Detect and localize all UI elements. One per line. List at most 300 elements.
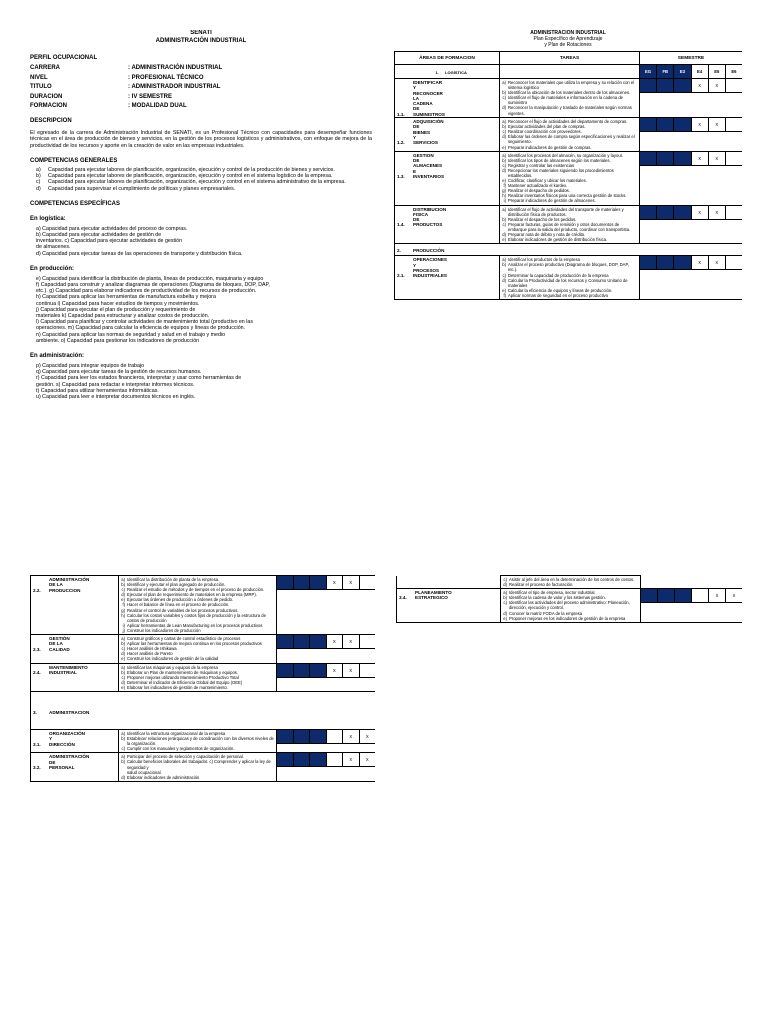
area-number: 2.2. — [33, 587, 41, 593]
task-item — [500, 237, 638, 242]
task-marker: d) — [502, 277, 506, 283]
semester-mark — [277, 730, 294, 743]
task-text: Recepcionar los materiales siguiendo los procedimientos establecidos. — [508, 167, 614, 179]
semester-mark — [726, 206, 742, 219]
task-marker: a) — [121, 754, 125, 760]
semester-mark — [674, 256, 691, 269]
task-marker: e) — [502, 287, 506, 293]
task-marker: e) — [502, 144, 506, 150]
semester-mark — [310, 635, 327, 648]
task-marker: g) — [502, 188, 506, 194]
plan-table — [394, 51, 742, 300]
section-title: LOGÍSTICA — [445, 70, 467, 75]
section-logistics — [395, 65, 500, 79]
task-text: Registrar y controlar las existencias — [508, 162, 575, 168]
area-row — [31, 729, 376, 752]
semester-mark: X — [365, 733, 369, 739]
semester-mark — [674, 206, 691, 219]
semester-mark — [310, 730, 327, 743]
area-row — [395, 256, 743, 300]
task-marker: b) — [502, 262, 506, 268]
plan-table-cont — [30, 575, 375, 782]
task-text: Identificar el tipo de empresa, sector industrial. — [509, 590, 596, 596]
area-title: DISTRIBUCION FISICA DE PRODUCTOS — [413, 206, 447, 228]
semester-mark — [726, 79, 742, 92]
semester-mark — [327, 753, 344, 766]
task-text: Determinar la capacidad de producción de la empresa — [508, 272, 609, 278]
semester-mark — [640, 79, 657, 92]
task-text: Establecer relaciones jerárquicas y de coordinación con los diversos niveles de la organización. — [127, 736, 274, 747]
semester-marks — [640, 79, 743, 118]
task-marker: c) — [502, 162, 506, 168]
task-marker: b) — [121, 582, 125, 588]
task-list — [501, 589, 641, 623]
col-areas: ÁREAS DE FORMACION — [395, 52, 500, 65]
semester-mark — [277, 576, 294, 589]
area-name — [31, 729, 119, 752]
item-marker: a) — [36, 166, 41, 173]
production-rows-cont — [31, 576, 376, 692]
field-value: : PROFESIONAL TÉCNICO — [128, 74, 204, 81]
task-marker: b) — [502, 157, 506, 163]
semester-mark: X — [709, 152, 726, 165]
task-text: Realizar el estudio de métodos y de tiempos en el proceso de producción. — [127, 587, 265, 593]
task-marker: c) — [503, 600, 507, 606]
task-marker: a) — [121, 636, 125, 642]
task-marker: d) — [121, 592, 125, 598]
task-marker: f) — [503, 183, 506, 189]
semester-mark — [657, 256, 674, 269]
planning-rows — [397, 589, 743, 623]
task-item — [119, 746, 275, 751]
task-marker: g) — [121, 607, 125, 613]
task-text: Realizar el proceso de facturación. — [509, 582, 574, 588]
task-item — [119, 656, 275, 661]
task-item — [501, 600, 639, 610]
task-marker: c) — [502, 221, 506, 227]
area-number: 1.1. — [397, 111, 405, 117]
semester-mark — [360, 635, 376, 648]
task-item — [500, 278, 638, 288]
task-list — [119, 576, 277, 635]
item-marker: c) — [36, 179, 41, 186]
task-marker: e) — [121, 684, 125, 690]
semester-mark-row — [641, 589, 742, 603]
area-row — [31, 753, 376, 781]
continuation-page-left — [30, 575, 375, 1024]
semester-mark-row — [277, 730, 375, 744]
semester-mark-row — [640, 118, 742, 132]
item-marker: d) — [36, 185, 41, 192]
semester-mark-row — [640, 79, 742, 93]
task-text: Reconocer la manipulación y traslado de materiales según normas vigentes. — [508, 105, 632, 116]
continuation-page-right — [396, 575, 742, 695]
semester-mark — [640, 152, 657, 165]
right-page — [394, 30, 742, 525]
semester-mark: X — [327, 576, 344, 589]
semester-marks — [277, 663, 376, 691]
task-item — [119, 759, 275, 769]
area-number: 1.4. — [397, 222, 405, 228]
area-title: PLANEAMIENTO ESTRATEGICO — [415, 590, 452, 601]
task-text: Preparar indicadores de gestión de almacenes. — [508, 198, 596, 204]
task-item — [500, 145, 638, 150]
production-text: e) Capacidad para identificar la distribución de planta, líneas de producción, maquinaria y equipo f) Capacidad para construir y analizar diagramas de operaciones (Diagrama de bloques, DOP, DAP, etc.). g) Capacidad para elaborar indicadores de productividad de los recursos de producción. h) Capacidad para aplicar las herramientas de manufactura esbelta y mejora continua i) Capacidad para hacer estudios de tiempos y movimientos. j) Capacidad para ejecutar el plan de producción y requerimiento de materiales k) Capacidad para estructurar y analizar costos de producción. l) Capacidad para planificar y controlar actividades de mantenimiento total (productivo en las operaciones. m) Capacidad para calcular la eficiencia de equipos y líneas de producción. n) Capacidad para aplicar las normas de seguridad y salud en el trabajo y medio ambiente. o) Capacidad para gestionar los indicadores de producción — [36, 275, 270, 344]
area-row — [31, 635, 376, 663]
task-text: Hacer el balance de línea en el proceso de producción. — [127, 602, 230, 608]
task-marker: c) — [502, 129, 506, 135]
task-text: Elaborar las órdenes de compra según especificaciones y realizar el seguimiento. — [508, 134, 635, 145]
task-marker: b) — [121, 641, 125, 647]
task-text: Elaborar un Plan de mantenimiento de máquinas y equipos. — [127, 669, 239, 675]
task-text: Construir los indicadores de gestión de la calidad — [127, 656, 219, 662]
semester-mark: X — [327, 635, 344, 648]
task-text: Identificar el flujo de actividades del transporte de materiales y distribución física de productos. — [508, 206, 624, 217]
semester-mark — [294, 664, 311, 677]
task-marker: h) — [121, 612, 125, 618]
area-number: 3.1. — [33, 741, 41, 747]
semester-marks — [640, 118, 743, 152]
item-text: Capacidad para supervisar el cumplimiento de políticas y planes empresariales. — [48, 185, 236, 192]
left-title: SENATI — [190, 30, 212, 36]
area-number: 3.4. — [399, 595, 407, 601]
semester-mark — [726, 152, 742, 165]
semester-mark-row — [640, 256, 742, 270]
field-value: : ADMINISTRACIÓN INDUSTRIAL — [128, 65, 223, 71]
task-marker: d) — [502, 167, 506, 173]
semester-label: E5 — [709, 65, 726, 78]
semester-mark: X — [343, 664, 360, 677]
task-item — [500, 168, 638, 178]
area-title: GESTIÓN DE LA CALIDAD — [49, 636, 70, 652]
section-production — [395, 244, 743, 256]
task-marker: c) — [121, 587, 125, 593]
semester-mark — [640, 256, 657, 269]
task-marker: e) — [503, 615, 507, 621]
task-list — [500, 205, 640, 244]
area-row — [395, 205, 743, 244]
section-title: ADMINISTRACION — [49, 709, 90, 715]
task-text: Mantener actualizado el kardex. — [508, 183, 568, 189]
area-name — [31, 635, 119, 663]
task-text: Preparar indicadores de gestión de compras. — [508, 144, 592, 150]
task-text: Reconocer los materiales que utiliza la empresa y su relación con el sistema logístico — [508, 80, 635, 91]
area-row — [31, 576, 376, 635]
task-marker: e) — [502, 178, 506, 184]
task-list — [500, 118, 640, 152]
task-marker: d) — [121, 774, 125, 780]
semester-mark — [658, 589, 675, 602]
task-marker: a) — [502, 257, 506, 263]
task-text: Preparar nota de débito y nota de crédito. — [508, 232, 586, 238]
task-text: Realizar coordinación con proveedores. — [508, 129, 582, 135]
semester-mark — [360, 576, 376, 589]
task-text: Proponer mejoras utilizando Mantenimiento Productivo Total — [127, 674, 239, 680]
area-title: MANTENIMIENTO INDUSTRIAL — [49, 664, 88, 675]
semester-label: EG — [640, 65, 657, 78]
task-text: Elaborar los indicadores de gestión de mantenimiento. — [127, 684, 229, 690]
task-marker: b) — [121, 669, 125, 675]
semester-mark — [726, 256, 742, 269]
area-row — [397, 589, 743, 623]
profile-label: PERFIL OCUPACIONAL — [30, 55, 98, 61]
semester-mark: X — [732, 593, 736, 599]
area-title: ADMINISTRACIÓN DE PERSONAL — [49, 754, 90, 770]
area-number: 2.4. — [33, 669, 41, 675]
col-semester: SEMESTRE — [640, 52, 743, 65]
semester-mark — [277, 635, 294, 648]
task-marker: b) — [502, 124, 506, 130]
task-text: Reconocer el flujo de actividades del departamento de compras. — [508, 119, 628, 125]
left-page — [30, 30, 372, 500]
semester-mark-row — [277, 576, 375, 590]
task-text: Calcular los costos variables y costos fijos de producción y la estructura de costos de producción — [127, 612, 266, 623]
area-row — [31, 663, 376, 691]
administration-rows — [31, 729, 376, 781]
task-text: Identificar las actividades del proceso administrativo: Planeación, dirección, ejecución y control. — [509, 600, 630, 611]
admin-heading: En administración: — [30, 352, 85, 359]
area-number: 1.3. — [397, 173, 405, 179]
task-list — [500, 79, 640, 118]
task-item — [119, 613, 275, 623]
task-text: Realizar el control de variables de los procesos productivos. — [127, 607, 239, 613]
task-text: Calcular la eficiencia de equipos y líneas de producción. — [508, 287, 613, 293]
field-label: NIVEL — [30, 74, 48, 81]
task-marker: a) — [121, 577, 125, 582]
task-text: Calcular beneficios laborales del trabajador. c) Comprender y aplicar la ley de seguridad y — [127, 759, 271, 770]
semester-mark: X — [692, 206, 709, 219]
task-text: Proponer mejoras en los indicadores de gestión de la empresa — [509, 615, 626, 621]
task-item — [500, 222, 638, 232]
task-marker: d) — [121, 651, 125, 657]
semester-marks — [641, 589, 743, 623]
semester-mark: X — [343, 635, 360, 648]
area-number: 2.1. — [397, 273, 405, 279]
task-item — [501, 582, 639, 587]
task-item — [500, 95, 638, 105]
task-item — [500, 262, 638, 272]
task-text: Elaborar indicadores de gestión de distribución física. — [508, 237, 608, 243]
semester-mark — [294, 635, 311, 648]
area-title: ADMINISTRACIÓN DE LA PRODUCCION — [49, 577, 90, 593]
left-subtitle: ADMINISTRACIÓN INDUSTRIAL — [155, 37, 247, 44]
semester-mark — [692, 589, 709, 602]
task-item — [119, 628, 275, 633]
task-list — [119, 635, 277, 663]
desc-text: El egresado de la carrera de Administración Industrial de SENATI, es un Profesional Técnico con capacidades para desempeñar funciones técnicas en el área de producción de bienes y servicios, en la gestión de los procesos logísticos y administrativos, con enfoque de mejora de la productividad de los recursos y aporte en la creación de valor en las empresas industriales. — [30, 130, 372, 149]
task-item — [500, 293, 638, 298]
task-text: Codificar, clasificar y ubicar los materiales. — [508, 178, 587, 184]
semester-mark — [277, 753, 294, 766]
section-number: 2. — [397, 248, 401, 254]
task-marker: e) — [502, 237, 506, 243]
logistics-text: a) Capacidad para ejecutar actividades del proceso de compras. b) Capacidad para ejecutar actividades de gestión de inventarios. c) Capacidad para ejecutar actividades de gestión de almacenes. d) Capacidad para ejecutar tareas de las operaciones de transporte y distribución física. — [36, 225, 243, 257]
semester-label: FB — [657, 65, 674, 78]
profile-field — [30, 65, 372, 71]
area-name — [395, 256, 500, 300]
field-value: : ADMINISTRADOR INDUSTRIAL — [128, 84, 221, 90]
task-text: Calcular la Productividad de los recursos y Consumo Unitario de materiales — [508, 277, 628, 288]
task-marker: c) — [121, 674, 125, 680]
field-label: TITULO — [30, 84, 52, 90]
task-marker: d) — [502, 134, 506, 140]
task-text: Participar del proceso de selección y capacitación de personal. — [127, 754, 244, 760]
task-marker: i) — [503, 198, 506, 204]
area-title: ADQUISICIÓN DE BIENES Y SERVICIOS — [413, 119, 444, 146]
task-text: Identificar la estructura organizacional de la empresa — [127, 730, 226, 736]
semester-label: E6 — [731, 69, 737, 74]
task-text: Ejecutar las órdenes de producción u órdenes de pedido. — [127, 597, 234, 603]
field-label: CARRERA — [30, 65, 60, 71]
task-text: Elaborar indicadores de administración — [127, 774, 200, 780]
semester-label: E4 — [692, 65, 709, 78]
task-marker: d) — [502, 105, 506, 111]
task-list — [119, 729, 277, 752]
task-text: Hacer análisis de Pareto — [127, 651, 173, 657]
task-text: Identificar la distribución de planta de la empresa. — [127, 577, 220, 582]
semester-mark — [310, 664, 327, 677]
task-item — [500, 198, 638, 203]
general-heading: COMPETENCIAS GENERALES — [30, 157, 118, 164]
section-title: PRODUCCIÓN — [413, 248, 445, 254]
semester-labels — [640, 65, 743, 79]
area-title: IDENTIFICAR Y RECONOCER LA CADENA DE SUMINISTROS — [413, 80, 445, 117]
task-text: Identificar la ubicación de los materiales dentro de los almacenes. — [508, 90, 631, 96]
semester-mark — [675, 589, 692, 602]
semester-label: E3 — [674, 65, 691, 78]
task-item — [119, 685, 275, 690]
semester-mark: X — [343, 753, 360, 766]
semester-mark: X — [692, 256, 709, 269]
semester-mark — [310, 753, 327, 766]
task-marker: d) — [502, 232, 506, 238]
area-name — [395, 118, 500, 152]
task-marker: b) — [121, 759, 125, 765]
admin-text: p) Capacidad para integrar equipos de trabajo q) Capacidad para ejecutar tareas de la gestión de recursos humanos. r) Capacidad para leer los estados financieros, interpretar y usar como herramientas de gestión. s) Capacidad para redactar e interpretar informes técnicos. t) Capacidad para utilizar herramientas informáticas. u) Capacidad para leer e interpretar documentos técnicos en inglés. — [36, 362, 242, 400]
task-item — [119, 736, 275, 746]
task-text: Aplicar las herramientas de mejora continua en los procesos productivos — [127, 641, 262, 647]
area-name — [31, 753, 119, 781]
plan-table-cont-2 — [396, 575, 742, 623]
task-marker: e) — [121, 597, 125, 603]
task-item — [119, 775, 275, 780]
semester-mark-row — [277, 635, 375, 649]
task-text: Realizar el despacho de pedidos. — [508, 188, 570, 194]
task-marker: a) — [503, 590, 507, 596]
task-text: Cumplir con los manuales y reglamentos de organización. — [127, 746, 235, 752]
field-label: DURACION — [30, 93, 63, 100]
semester-mark: X — [343, 730, 360, 743]
semester-mark-row — [640, 206, 742, 220]
task-text: Identificar los tipos de almacenes según los materiales. — [508, 157, 611, 163]
area-title: GESTION DE ALMACENES E INVENTARIOS — [413, 152, 445, 179]
semester-mark: X — [365, 757, 369, 763]
semester-mark — [674, 118, 691, 131]
logistics-heading: En logística: — [30, 215, 66, 222]
task-list — [119, 753, 277, 781]
task-text: Identificar los procesos del almacén, su organización y layout. — [508, 152, 623, 158]
task-marker: d) — [503, 582, 507, 588]
task-text: Hacer análisis de Ishikawa — [127, 646, 177, 652]
semester-mark — [294, 753, 311, 766]
semester-mark — [674, 152, 691, 165]
field-value: : IV SEMESTRE — [128, 93, 173, 100]
task-text: Asistir al jefe del área en la determinación de los centros de costos. — [509, 577, 635, 582]
semester-mark — [640, 118, 657, 131]
item-text: Capacidad para ejecutar labores de planificación, organización, ejecución y control en el sistema logístico de la empresa. — [48, 173, 333, 180]
task-text: Realizar inventarios físicos para una correcta gestión de stocks. — [508, 193, 627, 199]
semester-mark — [726, 118, 742, 131]
task-marker: h) — [502, 193, 506, 199]
semester-mark: X — [709, 79, 726, 92]
task-marker: d) — [503, 610, 507, 616]
task-text: Conocer la matriz FODA de la empresa — [509, 610, 583, 616]
task-text: salud ocupacional. — [127, 769, 162, 775]
semester-marks — [640, 205, 743, 244]
area-name — [395, 151, 500, 205]
semester-mark — [657, 118, 674, 131]
task-marker: c) — [503, 577, 507, 582]
field-value: : MODALIDAD DUAL — [128, 103, 187, 109]
task-marker: c) — [502, 95, 506, 101]
task-text: Identificar las máquinas y equipos de la empresa — [127, 664, 218, 670]
task-marker: b) — [503, 595, 507, 601]
logistics-rows — [395, 79, 743, 244]
plan-subtitle: Plan Específico de Aprendizaje — [533, 36, 603, 42]
task-text: Aplicar herramientas de Lean Manufacturing en los procesos productivos — [127, 622, 263, 628]
task-text: Identificar la cadena de valor y los sistemas gestión. — [509, 595, 606, 601]
semester-mark — [294, 576, 311, 589]
semester-mark — [327, 730, 344, 743]
task-marker: i) — [122, 622, 125, 628]
semester-mark — [294, 730, 311, 743]
task-text: Identificar los productos de la empresa — [508, 257, 580, 263]
task-item — [500, 105, 638, 115]
item-text: Capacidad para ejecutar labores de planificación, organización, ejecución y control de la producción de bienes y servicios. — [48, 166, 335, 173]
task-list — [119, 663, 277, 691]
task-text: Identificar el flujo de materiales e información en la cadena de suministro — [508, 95, 623, 106]
area-name — [31, 576, 119, 635]
task-marker: a) — [502, 152, 506, 158]
section-administration — [31, 691, 376, 729]
task-text: Identificar y ejecutar el plan agregado de producción. — [127, 582, 226, 588]
area-row — [395, 79, 743, 118]
semester-marks — [277, 576, 376, 635]
task-marker: c) — [121, 746, 125, 752]
production-heading: En producción: — [30, 265, 74, 272]
field-label: FORMACION — [30, 103, 67, 109]
general-item — [30, 186, 372, 192]
specific-heading: COMPETENCIAS ESPECÍFICAS — [30, 200, 121, 207]
area-name — [395, 79, 500, 118]
semester-mark — [641, 589, 658, 602]
task-text: Aplicar normas de seguridad en el proceso productivo — [508, 292, 609, 298]
task-text: Ejecutar el plan de requerimiento de materiales en la empresa (MRP). — [127, 592, 257, 598]
area-number: 3.2. — [33, 764, 41, 770]
item-marker: b) — [36, 173, 41, 180]
semester-mark: X — [692, 118, 709, 131]
semester-mark-row — [277, 753, 375, 767]
general-list — [30, 167, 372, 192]
task-item — [501, 616, 639, 621]
semester-mark: X — [692, 79, 709, 92]
task-marker: b) — [121, 736, 125, 742]
semester-mark — [310, 576, 327, 589]
semester-mark — [277, 664, 294, 677]
task-marker: f) — [503, 292, 506, 298]
task-text: Construir los indicadores de producción — [127, 627, 201, 633]
task-text: Determinar el indicador de Eficiencia Global del Equipo (OEE) — [127, 679, 243, 685]
